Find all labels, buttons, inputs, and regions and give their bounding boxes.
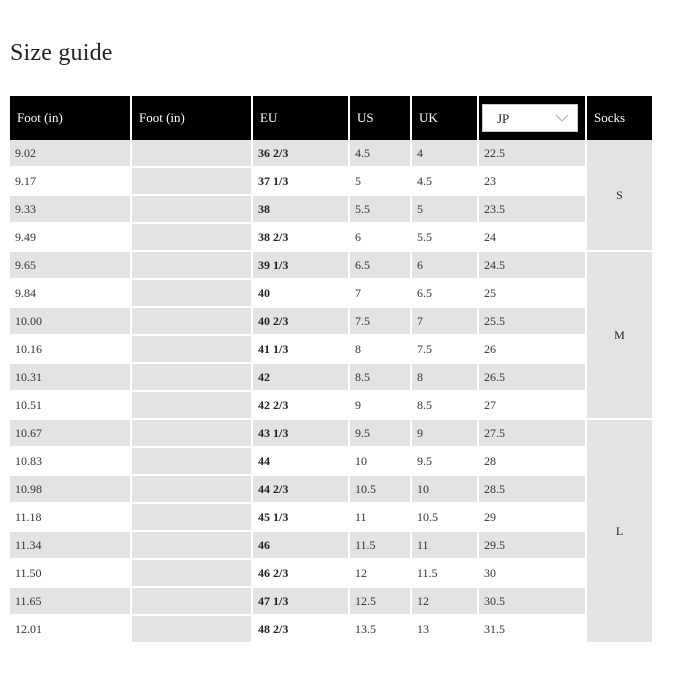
cell-foot-in: 10.00 <box>10 307 131 335</box>
table-row <box>10 503 652 531</box>
cell-jp: 28.5 <box>478 475 586 503</box>
cell-uk: 11 <box>411 531 478 559</box>
cell-jp: 26 <box>478 335 586 363</box>
table-row <box>10 140 652 167</box>
cell-socks-size: S <box>586 140 652 251</box>
cell-us: 8 <box>349 335 411 363</box>
cell-jp: 24.5 <box>478 251 586 279</box>
cell-foot-in: 9.17 <box>10 167 131 195</box>
cell-eu: 42 <box>252 363 349 391</box>
cell-jp: 31.5 <box>478 615 586 643</box>
cell-jp: 25 <box>478 279 586 307</box>
cell-uk: 4.5 <box>411 167 478 195</box>
cell-jp: 27.5 <box>478 419 586 447</box>
cell-us: 9 <box>349 391 411 419</box>
size-guide-table-container <box>10 96 652 644</box>
cell-us: 7 <box>349 279 411 307</box>
cell-eu: 42 2/3 <box>252 391 349 419</box>
table-row <box>10 587 652 615</box>
jp-size-dropdown[interactable] <box>482 104 578 132</box>
cell-foot-in-secondary <box>131 559 252 587</box>
cell-uk: 5 <box>411 195 478 223</box>
cell-us: 5 <box>349 167 411 195</box>
cell-foot-in-secondary <box>131 195 252 223</box>
cell-eu: 48 2/3 <box>252 615 349 643</box>
cell-us: 10.5 <box>349 475 411 503</box>
cell-uk: 10 <box>411 475 478 503</box>
cell-foot-in-secondary <box>131 251 252 279</box>
cell-eu: 44 <box>252 447 349 475</box>
cell-foot-in: 9.02 <box>10 140 131 167</box>
cell-foot-in-secondary <box>131 419 252 447</box>
cell-foot-in-secondary <box>131 531 252 559</box>
cell-uk: 8.5 <box>411 391 478 419</box>
header-socks: Socks <box>586 96 652 140</box>
cell-foot-in-secondary <box>131 279 252 307</box>
cell-foot-in: 10.67 <box>10 419 131 447</box>
jp-dropdown-label: JP <box>497 111 510 126</box>
table-row <box>10 251 652 279</box>
cell-us: 6 <box>349 223 411 251</box>
cell-uk: 6.5 <box>411 279 478 307</box>
cell-foot-in-secondary <box>131 503 252 531</box>
cell-foot-in: 11.18 <box>10 503 131 531</box>
cell-eu: 38 2/3 <box>252 223 349 251</box>
cell-foot-in-secondary <box>131 140 252 167</box>
cell-jp: 24 <box>478 223 586 251</box>
cell-foot-in: 10.51 <box>10 391 131 419</box>
cell-uk: 8 <box>411 363 478 391</box>
cell-foot-in: 10.98 <box>10 475 131 503</box>
cell-us: 6.5 <box>349 251 411 279</box>
cell-uk: 10.5 <box>411 503 478 531</box>
cell-foot-in: 11.34 <box>10 531 131 559</box>
cell-eu: 44 2/3 <box>252 475 349 503</box>
cell-eu: 37 1/3 <box>252 167 349 195</box>
cell-us: 4.5 <box>349 140 411 167</box>
cell-eu: 36 2/3 <box>252 140 349 167</box>
cell-foot-in: 9.33 <box>10 195 131 223</box>
cell-us: 5.5 <box>349 195 411 223</box>
cell-eu: 41 1/3 <box>252 335 349 363</box>
cell-uk: 7 <box>411 307 478 335</box>
cell-us: 11 <box>349 503 411 531</box>
table-row <box>10 279 652 307</box>
cell-foot-in-secondary <box>131 475 252 503</box>
cell-jp: 29 <box>478 503 586 531</box>
cell-foot-in-secondary <box>131 167 252 195</box>
cell-us: 11.5 <box>349 531 411 559</box>
cell-foot-in: 10.83 <box>10 447 131 475</box>
cell-eu: 40 2/3 <box>252 307 349 335</box>
table-row <box>10 307 652 335</box>
cell-foot-in-secondary <box>131 615 252 643</box>
cell-foot-in: 9.65 <box>10 251 131 279</box>
cell-jp: 25.5 <box>478 307 586 335</box>
cell-foot-in-secondary <box>131 391 252 419</box>
cell-uk: 7.5 <box>411 335 478 363</box>
table-row <box>10 335 652 363</box>
header-foot-in: Foot (in) <box>10 96 131 140</box>
cell-socks-size: M <box>586 251 652 419</box>
cell-eu: 40 <box>252 279 349 307</box>
size-guide-table <box>10 96 652 644</box>
cell-foot-in-secondary <box>131 363 252 391</box>
cell-foot-in: 10.31 <box>10 363 131 391</box>
cell-uk: 6 <box>411 251 478 279</box>
table-row <box>10 223 652 251</box>
table-body <box>10 140 652 643</box>
cell-us: 12.5 <box>349 587 411 615</box>
header-eu: EU <box>252 96 349 140</box>
cell-foot-in-secondary <box>131 587 252 615</box>
cell-foot-in: 9.84 <box>10 279 131 307</box>
cell-foot-in: 10.16 <box>10 335 131 363</box>
cell-jp: 26.5 <box>478 363 586 391</box>
cell-us: 7.5 <box>349 307 411 335</box>
table-header <box>10 96 652 140</box>
cell-us: 12 <box>349 559 411 587</box>
table-row <box>10 167 652 195</box>
cell-uk: 13 <box>411 615 478 643</box>
cell-us: 9.5 <box>349 419 411 447</box>
header-foot-in-secondary: Foot (in) <box>131 96 252 140</box>
cell-eu: 38 <box>252 195 349 223</box>
cell-jp: 23.5 <box>478 195 586 223</box>
table-row <box>10 559 652 587</box>
cell-jp: 29.5 <box>478 531 586 559</box>
header-jp-cell <box>478 96 586 140</box>
cell-foot-in: 11.65 <box>10 587 131 615</box>
cell-eu: 46 2/3 <box>252 559 349 587</box>
table-row <box>10 419 652 447</box>
cell-foot-in-secondary <box>131 223 252 251</box>
cell-socks-size: L <box>586 419 652 643</box>
cell-foot-in: 12.01 <box>10 615 131 643</box>
cell-foot-in: 9.49 <box>10 223 131 251</box>
cell-uk: 4 <box>411 140 478 167</box>
cell-eu: 45 1/3 <box>252 503 349 531</box>
cell-uk: 5.5 <box>411 223 478 251</box>
cell-us: 13.5 <box>349 615 411 643</box>
cell-us: 8.5 <box>349 363 411 391</box>
cell-foot-in: 11.50 <box>10 559 131 587</box>
table-row <box>10 615 652 643</box>
cell-jp: 28 <box>478 447 586 475</box>
header-uk: UK <box>411 96 478 140</box>
cell-uk: 12 <box>411 587 478 615</box>
cell-eu: 43 1/3 <box>252 419 349 447</box>
cell-uk: 9 <box>411 419 478 447</box>
cell-foot-in-secondary <box>131 335 252 363</box>
table-row <box>10 475 652 503</box>
cell-uk: 9.5 <box>411 447 478 475</box>
cell-jp: 27 <box>478 391 586 419</box>
cell-eu: 47 1/3 <box>252 587 349 615</box>
cell-foot-in-secondary <box>131 307 252 335</box>
table-row <box>10 363 652 391</box>
page-title: Size guide <box>10 40 113 66</box>
table-row <box>10 195 652 223</box>
cell-foot-in-secondary <box>131 447 252 475</box>
cell-jp: 22.5 <box>478 140 586 167</box>
cell-jp: 30.5 <box>478 587 586 615</box>
chevron-down-icon <box>555 111 569 125</box>
cell-eu: 39 1/3 <box>252 251 349 279</box>
cell-us: 10 <box>349 447 411 475</box>
cell-jp: 30 <box>478 559 586 587</box>
header-us: US <box>349 96 411 140</box>
cell-eu: 46 <box>252 531 349 559</box>
table-row <box>10 447 652 475</box>
cell-jp: 23 <box>478 167 586 195</box>
cell-uk: 11.5 <box>411 559 478 587</box>
table-row <box>10 531 652 559</box>
table-row <box>10 391 652 419</box>
